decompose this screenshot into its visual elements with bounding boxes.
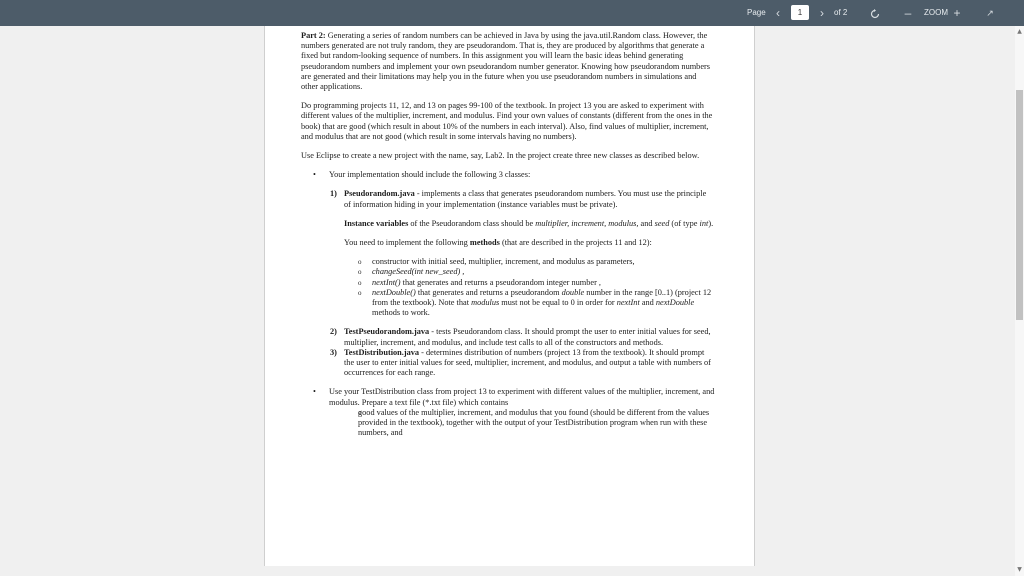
method-text: number in the range [0..1) (project 12 from the textbook). Note that bbox=[372, 287, 712, 308]
method-nextdouble bbox=[301, 288, 715, 319]
item-pseudorandom bbox=[301, 189, 715, 209]
method-changeseed bbox=[301, 267, 715, 277]
chevron-right-icon[interactable]: › bbox=[820, 6, 824, 20]
iv-text: and bbox=[638, 218, 655, 228]
part2-text: Generating a series of random numbers can be achieved in Java by using the java.util.Random class. However, the numbers generated are not truly random, they are pseudorandom. That is, they are produced by algorithms that generate a fixed but random-looking sequence of numbers. In this assignment you will learn the basic ideas behind generating pseudorandom numbers and implement your own pseudorandom number generator. Knowing how pseudorandom numbers are generated and their limitations may help you in the future when you use pseudorandom numbers in simulations and other applications. bbox=[301, 31, 711, 92]
method-italic: nextDouble() bbox=[372, 287, 416, 297]
scrollbar-thumb[interactable] bbox=[1016, 90, 1023, 320]
item-title: TestDistribution.java bbox=[344, 347, 420, 357]
part2-paragraph bbox=[301, 31, 715, 92]
method-text: must not be equal to 0 in order for bbox=[499, 298, 617, 308]
item-testdistribution bbox=[301, 348, 715, 379]
method-text: that generates and returns a pseudorandom bbox=[415, 287, 562, 297]
iv-seed: seed bbox=[654, 218, 670, 228]
method-text: that generates and returns a pseudorandom integer number , bbox=[400, 277, 602, 287]
scroll-up-icon[interactable]: ▲ bbox=[1017, 28, 1022, 35]
page-number-input[interactable]: 1 bbox=[791, 5, 809, 20]
scroll-down-icon[interactable]: ▼ bbox=[1017, 566, 1022, 573]
method-text: and bbox=[639, 298, 656, 308]
projects-paragraph: Do programming projects 11, 12, and 13 on pages 99-100 of the textbook. In project 13 you are asked to experiment with different values of the multiplier, increment, and modulus. Find your own values of constants (different from the ones in the book) that are good (which result in about 10% of the numbers in each interval). Also, find values of multiplier, increment, and modulus that are not good (which result in some intervals having no numbers). bbox=[301, 101, 713, 141]
iv-text: (of type bbox=[669, 218, 700, 228]
rotate-icon[interactable] bbox=[868, 0, 882, 26]
iv-bold: Instance variables bbox=[344, 218, 409, 228]
document-viewer bbox=[0, 26, 1024, 576]
method-italic: nextDouble bbox=[655, 298, 695, 308]
method-text: methods to work. bbox=[372, 308, 430, 318]
iv-text: ). bbox=[708, 218, 714, 228]
method-italic: changeSeed(int new_seed) , bbox=[372, 267, 465, 277]
methods-text: You need to implement the following bbox=[344, 238, 470, 248]
zoom-label: ZOOM bbox=[924, 8, 948, 17]
item-testpseudorandom bbox=[301, 327, 715, 347]
bullet-experiment: • Use your TestDistribution class from project 13 to experiment with different values of the multiplier, increment, and modulus. Prepare a text file (*.txt file) which contains bbox=[301, 387, 715, 407]
sub-text: good values of the multiplier, increment, and modulus that you found (should be different from the values provided in the textbook), together with the output of your TestDistribution program when run with these numbers, and bbox=[358, 407, 710, 438]
method-nextint bbox=[301, 278, 715, 288]
chevron-left-icon[interactable]: ‹ bbox=[776, 6, 780, 20]
method-italic: nextInt() bbox=[372, 277, 401, 287]
pdf-toolbar bbox=[0, 0, 1024, 26]
part2-heading: Part 2: bbox=[301, 31, 326, 40]
iv-italic: multiplier, increment, modulus, bbox=[535, 218, 639, 228]
item-text: - tests Pseudorandom class. It should prompt the user to enter initial values for seed, multiplier, increment, and modulus, and include test calls to all of the constructors and methods. bbox=[344, 327, 711, 347]
sub-good-values bbox=[301, 408, 715, 439]
item-title: Pseudorandom.java bbox=[344, 189, 415, 199]
methods-line bbox=[301, 238, 715, 248]
minus-icon[interactable]: – bbox=[904, 6, 912, 20]
method-italic: nextInt bbox=[616, 298, 640, 308]
iv-text: of the Pseudorandom class should be bbox=[408, 218, 536, 228]
plus-icon[interactable]: + bbox=[953, 6, 961, 20]
instance-variables-line bbox=[301, 219, 715, 229]
page-label: Page bbox=[747, 8, 766, 17]
bullet-classes: • Your implementation should include the following 3 classes: bbox=[301, 170, 715, 180]
item-text: - determines distribution of numbers (project 13 from the textbook). It should prompt the user to enter initial values for seed, multiplier, increment, and modulus, and output a table with numbers of occurrences for each range. bbox=[344, 347, 711, 378]
eclipse-paragraph: Use Eclipse to create a new project with the name, say, Lab2. In the project create three new classes as described below. bbox=[301, 151, 700, 161]
methods-bold: methods bbox=[469, 238, 500, 248]
pdf-page bbox=[264, 26, 755, 566]
item-title: TestPseudorandom.java bbox=[344, 327, 430, 337]
vertical-scrollbar[interactable] bbox=[1015, 26, 1024, 576]
item-number: 2) bbox=[330, 327, 337, 337]
item-text: - implements a class that generates pseudorandom numbers. You must use the principle of information hiding in your implementation (instance variables must be private). bbox=[344, 189, 707, 209]
methods-text: (that are described in the projects 11 and 12): bbox=[499, 238, 652, 248]
page-count: of 2 bbox=[834, 8, 848, 17]
method-italic: modulus bbox=[471, 298, 500, 308]
expand-icon[interactable]: ↗ bbox=[986, 8, 994, 18]
item-number: 1) bbox=[330, 189, 337, 199]
method-italic: double bbox=[561, 287, 585, 297]
item-number: 3) bbox=[330, 347, 337, 357]
iv-int: int bbox=[699, 218, 709, 228]
method-constructor: o constructor with initial seed, multiplier, increment, and modulus as parameters, bbox=[301, 257, 715, 267]
page-content bbox=[301, 31, 715, 439]
